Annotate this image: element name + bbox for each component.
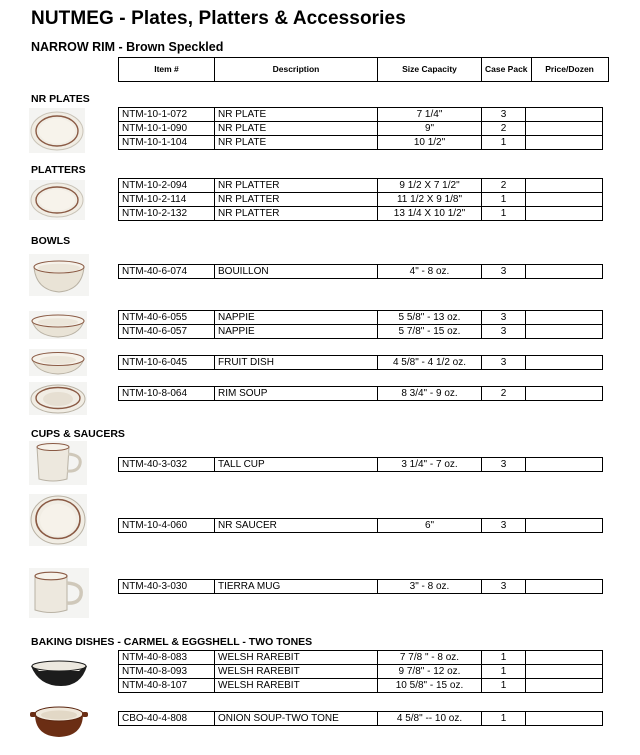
item-number-cell: NTM-40-8-093 (119, 665, 215, 679)
case-pack-cell: 2 (482, 387, 526, 401)
fruit-dish-table (118, 355, 603, 370)
table-row (119, 193, 603, 207)
size-capacity-cell: 5 5/8" - 13 oz. (378, 311, 482, 325)
table-row (119, 387, 603, 401)
description-cell: FRUIT DISH (215, 356, 378, 370)
price-per-dozen-cell (526, 665, 603, 679)
platters-table (118, 178, 603, 221)
description-cell: NAPPIE (215, 325, 378, 339)
table-row (119, 580, 603, 594)
price-per-dozen-cell (526, 651, 603, 665)
size-capacity-cell: 9 1/2 X 7 1/2" (378, 179, 482, 193)
item-number-cell: NTM-40-6-055 (119, 311, 215, 325)
table-row (119, 679, 603, 693)
price-per-dozen-cell (526, 265, 603, 279)
description-cell: RIM SOUP (215, 387, 378, 401)
price-per-dozen-cell (526, 325, 603, 339)
price-per-dozen-cell (526, 108, 603, 122)
nr-platter-image (29, 180, 85, 220)
case-pack-cell: 3 (482, 265, 526, 279)
table-row (119, 325, 603, 339)
case-pack-cell: 2 (482, 122, 526, 136)
column-header-table (118, 57, 609, 82)
size-capacity-cell: 9 7/8" - 12 oz. (378, 665, 482, 679)
table-row (119, 179, 603, 193)
size-capacity-cell: 7 7/8 " - 8 oz. (378, 651, 482, 665)
table-row (119, 265, 603, 279)
section-platters: PLATTERS (31, 164, 86, 176)
price-per-dozen-cell (526, 356, 603, 370)
table-row (119, 458, 603, 472)
table-row (119, 207, 603, 221)
item-number-cell: NTM-10-1-072 (119, 108, 215, 122)
size-capacity-cell: 13 1/4 X 10 1/2" (378, 207, 482, 221)
tall-cup-image (29, 441, 87, 485)
nappie-table (118, 310, 603, 339)
section-bowls: BOWLS (31, 235, 71, 247)
size-capacity-cell: 9" (378, 122, 482, 136)
description-cell: WELSH RAREBIT (215, 679, 378, 693)
description-cell: NAPPIE (215, 311, 378, 325)
nr-plates-table (118, 107, 603, 150)
header-price: Price/Dozen (531, 58, 608, 82)
item-number-cell: NTM-10-1-090 (119, 122, 215, 136)
page-subtitle: NARROW RIM - Brown Speckled (31, 40, 224, 54)
size-capacity-cell: 7 1/4" (378, 108, 482, 122)
item-number-cell: NTM-10-6-045 (119, 356, 215, 370)
table-row (119, 122, 603, 136)
price-per-dozen-cell (526, 311, 603, 325)
size-capacity-cell: 4 5/8" - 4 1/2 oz. (378, 356, 482, 370)
case-pack-cell: 3 (482, 519, 526, 533)
nr-saucer-table (118, 518, 603, 533)
description-cell: NR PLATTER (215, 179, 378, 193)
bouillon-image (29, 254, 89, 296)
description-cell: WELSH RAREBIT (215, 665, 378, 679)
size-capacity-cell: 10 5/8" - 15 oz. (378, 679, 482, 693)
case-pack-cell: 1 (482, 665, 526, 679)
size-capacity-cell: 3 1/4" - 7 oz. (378, 458, 482, 472)
price-per-dozen-cell (526, 519, 603, 533)
description-cell: TALL CUP (215, 458, 378, 472)
price-per-dozen-cell (526, 207, 603, 221)
price-per-dozen-cell (526, 580, 603, 594)
fruit-dish-image (29, 349, 87, 376)
nr-saucer-image (29, 494, 87, 546)
item-number-cell: NTM-40-3-030 (119, 580, 215, 594)
item-number-cell: NTM-40-8-107 (119, 679, 215, 693)
item-number-cell: NTM-10-2-094 (119, 179, 215, 193)
page-title: NUTMEG - Plates, Platters & Accessories (31, 8, 406, 29)
table-row (119, 651, 603, 665)
item-number-cell: NTM-10-4-060 (119, 519, 215, 533)
welsh-rarebit-image (29, 656, 89, 690)
item-number-cell: NTM-40-8-083 (119, 651, 215, 665)
section-baking-dishes: BAKING DISHES - CARMEL & EGGSHELL - TWO TONES (31, 636, 313, 648)
description-cell: TIERRA MUG (215, 580, 378, 594)
item-number-cell: NTM-40-6-074 (119, 265, 215, 279)
section-cups-saucers: CUPS & SAUCERS (31, 428, 125, 440)
price-per-dozen-cell (526, 679, 603, 693)
price-per-dozen-cell (526, 712, 603, 726)
tierra-mug-image (29, 568, 89, 618)
item-number-cell: NTM-10-2-132 (119, 207, 215, 221)
case-pack-cell: 1 (482, 712, 526, 726)
onion-soup-table (118, 711, 603, 726)
table-row (119, 136, 603, 150)
header-size: Size Capacity (378, 58, 482, 82)
item-number-cell: CBO-40-4-808 (119, 712, 215, 726)
item-number-cell: NTM-10-1-104 (119, 136, 215, 150)
table-row (119, 665, 603, 679)
price-per-dozen-cell (526, 458, 603, 472)
case-pack-cell: 1 (482, 193, 526, 207)
rim-soup-image (29, 382, 87, 415)
size-capacity-cell: 6" (378, 519, 482, 533)
size-capacity-cell: 10 1/2" (378, 136, 482, 150)
case-pack-cell: 3 (482, 580, 526, 594)
price-per-dozen-cell (526, 387, 603, 401)
size-capacity-cell: 4" - 8 oz. (378, 265, 482, 279)
table-row (119, 712, 603, 726)
size-capacity-cell: 4 5/8" -- 10 oz. (378, 712, 482, 726)
description-cell: NR PLATE (215, 122, 378, 136)
size-capacity-cell: 11 1/2 X 9 1/8" (378, 193, 482, 207)
table-row (119, 311, 603, 325)
welsh-rarebit-table (118, 650, 603, 693)
description-cell: NR SAUCER (215, 519, 378, 533)
case-pack-cell: 3 (482, 311, 526, 325)
description-cell: WELSH RAREBIT (215, 651, 378, 665)
case-pack-cell: 3 (482, 458, 526, 472)
tall-cup-table (118, 457, 603, 472)
description-cell: NR PLATE (215, 136, 378, 150)
nr-plate-image (29, 108, 85, 153)
description-cell: NR PLATE (215, 108, 378, 122)
case-pack-cell: 1 (482, 651, 526, 665)
item-number-cell: NTM-40-3-032 (119, 458, 215, 472)
case-pack-cell: 3 (482, 325, 526, 339)
section-nr-plates: NR PLATES (31, 93, 90, 105)
item-number-cell: NTM-10-8-064 (119, 387, 215, 401)
header-item: Item # (119, 58, 215, 82)
description-cell: BOUILLON (215, 265, 378, 279)
size-capacity-cell: 3" - 8 oz. (378, 580, 482, 594)
description-cell: NR PLATTER (215, 193, 378, 207)
nappie-image (29, 311, 87, 339)
item-number-cell: NTM-10-2-114 (119, 193, 215, 207)
description-cell: ONION SOUP-TWO TONE (215, 712, 378, 726)
price-per-dozen-cell (526, 136, 603, 150)
case-pack-cell: 1 (482, 207, 526, 221)
price-per-dozen-cell (526, 179, 603, 193)
case-pack-cell: 3 (482, 108, 526, 122)
size-capacity-cell: 5 7/8" - 15 oz. (378, 325, 482, 339)
onion-soup-image (29, 700, 89, 740)
case-pack-cell: 2 (482, 179, 526, 193)
size-capacity-cell: 8 3/4" - 9 oz. (378, 387, 482, 401)
table-row (119, 519, 603, 533)
bouillon-table (118, 264, 603, 279)
tierra-mug-table (118, 579, 603, 594)
header-description: Description (215, 58, 378, 82)
table-row (119, 108, 603, 122)
header-pack: Case Pack (482, 58, 532, 82)
case-pack-cell: 3 (482, 356, 526, 370)
rim-soup-table (118, 386, 603, 401)
price-per-dozen-cell (526, 193, 603, 207)
table-row (119, 356, 603, 370)
case-pack-cell: 1 (482, 679, 526, 693)
item-number-cell: NTM-40-6-057 (119, 325, 215, 339)
price-per-dozen-cell (526, 122, 603, 136)
case-pack-cell: 1 (482, 136, 526, 150)
description-cell: NR PLATTER (215, 207, 378, 221)
